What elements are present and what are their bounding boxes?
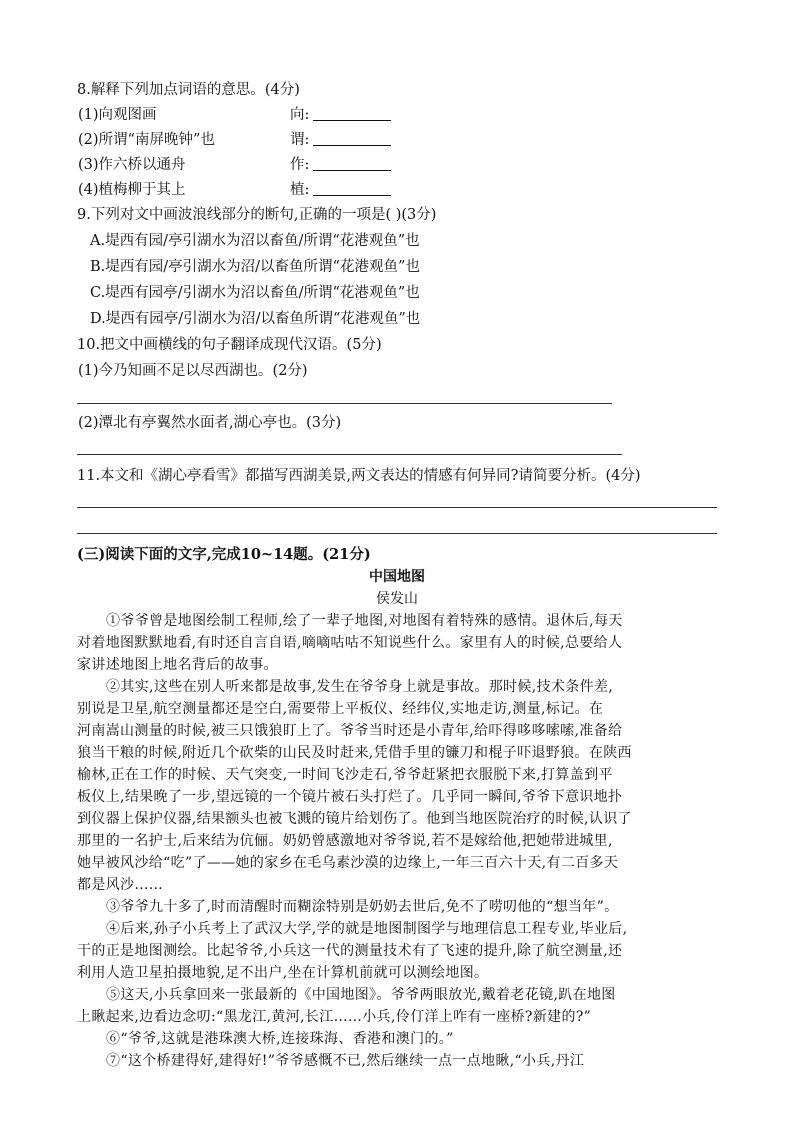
article-line: ④后来,孙子小兵考上了武汉大学,学的就是地图制图学与地理信息工程专业,毕业后, [106, 921, 628, 937]
q9-option-c[interactable]: C.堤西有园亭/引湖水为沼以畜鱼/所谓“花港观鱼”也 [90, 285, 420, 301]
article-line: 那里的一名护士,后来结为伉俪。奶奶曾感激地对爷爷说,若不是嫁给他,把她带进城里, [77, 833, 613, 849]
q8-answer-4[interactable] [290, 181, 391, 199]
q8-item-1: (1)向观图画 [78, 107, 157, 123]
q11-title: 11.本文和《湖心亭看雪》都描写西湖美景,两文表达的情感有何异同?请简要分析。(4分) [77, 468, 641, 484]
q8-item-3: (3)作六桥以通舟 [78, 157, 186, 173]
answer-blank[interactable] [313, 106, 391, 121]
q9-option-d[interactable]: D.堤西有园亭/引湖水为沼/以畜鱼所谓“花港观鱼”也 [90, 311, 421, 327]
article-line: 对着地图默默地看,有时还自言自语,嘀嘀咕咕不知说些什么。家里有人的时候,总要给人 [77, 635, 623, 651]
answer-blank[interactable] [313, 181, 391, 196]
q8-item-4: (4)植梅柳于其上 [78, 182, 186, 198]
article-line: ②其实,这些在别人听来都是故事,发生在爷爷身上就是事故。那时候,技术条件差, [106, 679, 614, 695]
answer-line[interactable] [77, 507, 717, 508]
q8-answer-label-3: 作: [290, 157, 310, 173]
article-line: ⑦“这个桥建得好,建得好!”爷爷感慨不已,然后继续一点一点地瞅,“小兵,丹江 [106, 1053, 585, 1069]
q8-answer-label-4: 植: [290, 182, 310, 198]
article-line: 利用人造卫星拍摄地貌,足不出户,坐在计算机前就可以测绘地图。 [77, 965, 489, 981]
article-line: 板仪上,结果晚了一步,望远镜的一个镜片被石头打烂了。几乎同一瞬间,爷爷下意识地扑 [77, 789, 623, 805]
article-line: ①爷爷曾是地图绘制工程师,绘了一辈子地图,对地图有着特殊的感情。退休后,每天 [106, 613, 623, 629]
q9-option-a[interactable]: A.堤西有园/亭引湖水为沼以畜鱼/所谓“花港观鱼”也 [90, 233, 420, 249]
article-author: 侯发山 [376, 591, 418, 607]
q8-answer-label-1: 向: [290, 107, 310, 123]
article-line: ③爷爷九十多了,时而清醒时而糊涂特别是奶奶去世后,免不了唠叨他的“想当年”。 [106, 899, 619, 915]
article-line: 家讲述地图上地名背后的故事。 [77, 657, 278, 673]
answer-blank[interactable] [313, 131, 391, 146]
article-line: 都是风沙…… [77, 877, 164, 893]
article-line: 榆林,正在工作的时候、天气突变,一时间飞沙走石,爷爷赶紧把衣服脱下来,打算盖到平 [77, 767, 613, 783]
article-line: ⑤这天,小兵拿回来一张最新的《中国地图》。爷爷两眼放光,戴着老花镜,趴在地图 [106, 987, 616, 1003]
answer-line[interactable] [77, 454, 622, 455]
article-line: 河南嵩山测量的时候,被三只饿狼盯上了。爷爷当时还是小青年,给吓得哆哆嗦嗦,准备给 [77, 723, 623, 739]
article-line: ⑥“爷爷,这就是港珠澳大桥,连接珠海、香港和澳门的。” [106, 1031, 454, 1047]
article-line: 到仪器上保护仪器,结果额头也被飞溅的镜片给划伤了。他到当地医院治疗的时候,认识了 [77, 811, 632, 827]
q8-answer-2[interactable] [290, 131, 391, 149]
q9-option-b[interactable]: B.堤西有园/亭引湖水为沼/以畜鱼所谓“花港观鱼”也 [90, 259, 420, 275]
article-line: 她早被风沙给“吃”了——她的家乡在毛乌素沙漠的边缘上,一年三百六十天,有二百多天 [77, 855, 619, 871]
q8-title: 8.解释下列加点词语的意思。(4分) [77, 82, 300, 98]
answer-blank[interactable] [313, 156, 391, 171]
q9-title: 9.下列对文中画波浪线部分的断句,正确的一项是( )(3分) [77, 207, 437, 223]
q8-item-2: (2)所谓“南屏晚钟”也 [78, 132, 215, 148]
q8-answer-label-2: 谓: [290, 132, 310, 148]
q8-answer-1[interactable] [290, 106, 391, 124]
article-line: 干的正是地图测绘。比起爷爷,小兵这一代的测量技术有了飞速的提升,除了航空测量,还 [77, 943, 623, 959]
article-line: 别说是卫星,航空测量都还是空白,需要带上平板仪、经纬仪,实地走访,测量,标记。在 [77, 701, 604, 717]
answer-line[interactable] [77, 403, 612, 404]
q10-title: 10.把文中画横线的句子翻译成现代汉语。(5分) [77, 337, 382, 353]
q8-answer-3[interactable] [290, 156, 391, 174]
article-line: 狼当干粮的时候,附近几个砍柴的山民及时赶来,凭借手里的镰刀和棍子吓退野狼。在陕西 [77, 745, 632, 761]
article-line: 上瞅起来,边看边念叨:“黑龙江,黄河,长江……小兵,伶仃洋上咋有一座桥?新建的?” [77, 1009, 592, 1025]
section3-heading: (三)阅读下面的文字,完成10~14题。(21分) [77, 546, 371, 563]
answer-line[interactable] [77, 533, 717, 534]
article-title: 中国地图 [369, 569, 425, 585]
q10-sub-2: (2)潭北有亭翼然水面者,湖心亭也。(3分) [78, 415, 342, 431]
q10-sub-1: (1)今乃知画不足以尽西湖也。(2分) [78, 363, 308, 379]
